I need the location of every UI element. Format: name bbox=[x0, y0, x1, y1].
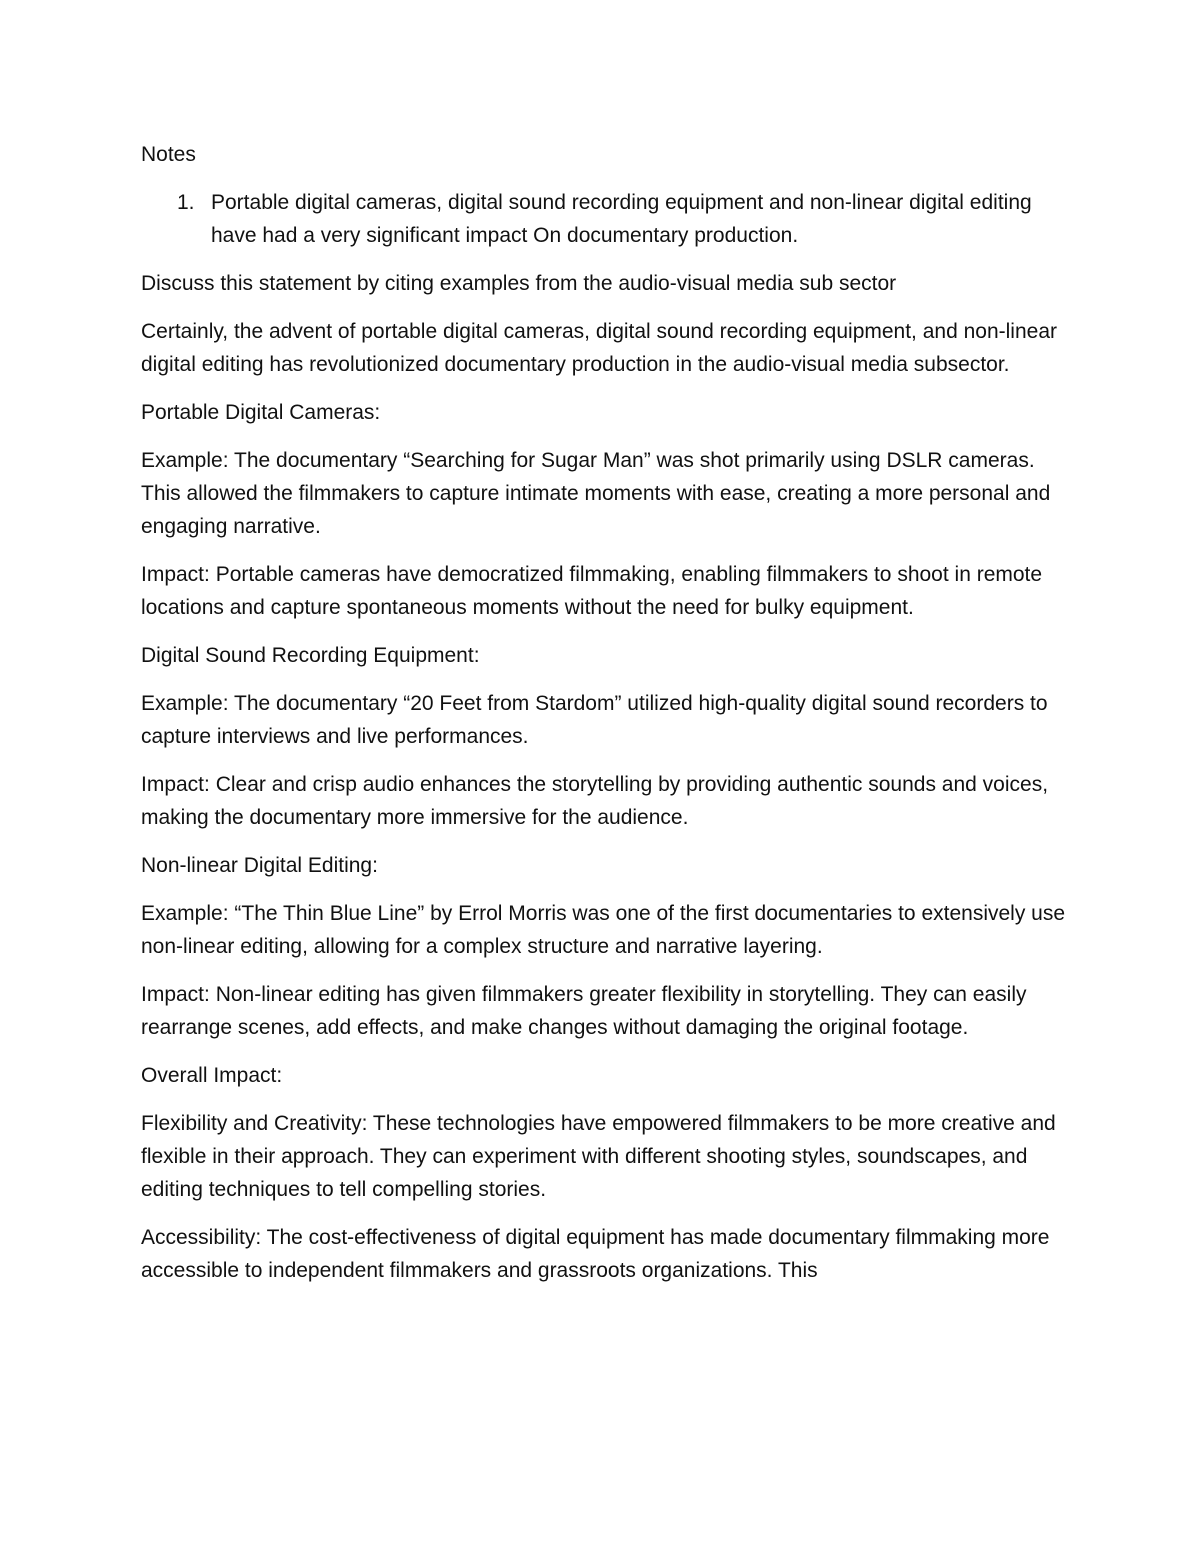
section-heading-cameras: Portable Digital Cameras: bbox=[141, 401, 381, 424]
sound-impact: Impact: Clear and crisp audio enhances the storytelling by providing authentic sounds and voices, making the documentary more immersive for the audience. bbox=[141, 773, 1049, 829]
cameras-impact: Impact: Portable cameras have democratized filmmaking, enabling filmmakers to shoot in remote locations and capture spontaneous moments without the need for bulky equipment. bbox=[141, 563, 1043, 619]
numbered-list-item bbox=[141, 186, 1066, 252]
sound-example: Example: The documentary “20 Feet from Stardom” utilized high-quality digital sound recorders to capture interviews and live performances. bbox=[141, 692, 1048, 748]
list-number: 1. bbox=[177, 191, 195, 214]
section-heading-overall: Overall Impact: bbox=[141, 1064, 283, 1087]
editing-impact: Impact: Non-linear editing has given filmmakers greater flexibility in storytelling. They can easily rearrange scenes, add effects, and make changes without damaging the original footage. bbox=[141, 983, 1027, 1039]
document-body bbox=[141, 138, 1066, 1302]
section-heading-editing: Non-linear Digital Editing: bbox=[141, 854, 378, 877]
cameras-example: Example: The documentary “Searching for Sugar Man” was shot primarily using DSLR cameras. This allowed the filmmakers to capture intimate moments with ease, creating a more personal and engaging narrative. bbox=[141, 449, 1051, 538]
overall-flexibility: Flexibility and Creativity: These technologies have empowered filmmakers to be more creative and flexible in their approach. They can experiment with different shooting styles, soundscapes, and editing techniques to tell compelling stories. bbox=[141, 1112, 1056, 1201]
discussion-prompt: Discuss this statement by citing examples from the audio-visual media sub sector bbox=[141, 272, 897, 295]
editing-example: Example: “The Thin Blue Line” by Errol Morris was one of the first documentaries to extensively use non-linear editing, allowing for a complex structure and narrative layering. bbox=[141, 902, 1066, 958]
notes-heading: Notes bbox=[141, 143, 196, 166]
list-item-text: Portable digital cameras, digital sound recording equipment and non-linear digital editing have had a very significant impact On documentary production. bbox=[211, 191, 1032, 247]
intro-paragraph: Certainly, the advent of portable digital cameras, digital sound recording equipment, and non-linear digital editing has revolutionized documentary production in the audio-visual media subsector. bbox=[141, 320, 1057, 376]
section-heading-sound: Digital Sound Recording Equipment: bbox=[141, 644, 480, 667]
overall-accessibility: Accessibility: The cost-effectiveness of digital equipment has made documentary filmmaking more accessible to independent filmmakers and grassroots organizations. This bbox=[141, 1226, 1050, 1282]
